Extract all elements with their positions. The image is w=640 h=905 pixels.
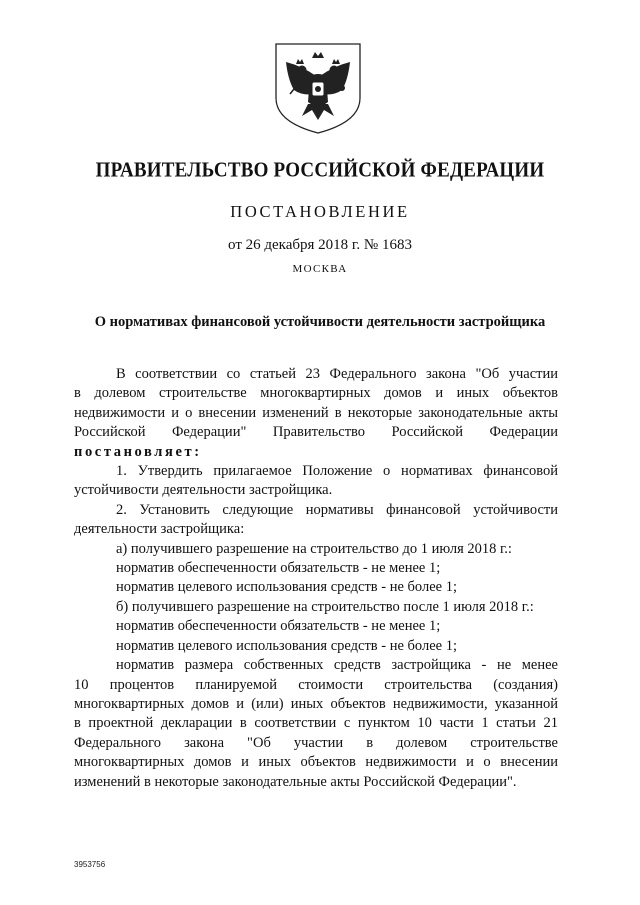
document-internal-number: 3953756 bbox=[74, 860, 106, 869]
item-2-paragraph bbox=[74, 501, 558, 540]
norm-b-3-line: 10 процентов планируемой стоимости строительства (создания) bbox=[74, 676, 558, 693]
intro-line: в долевом строительстве многоквартирных домов и иных объектов bbox=[74, 385, 558, 402]
document-type: ПОСТАНОВЛЕНИЕ bbox=[230, 202, 410, 221]
intro-line: Российской Федерации" Правительство Российской Федерации bbox=[74, 424, 558, 441]
norm-b-1: норматив обеспеченности обязательств - не менее 1; bbox=[116, 618, 441, 635]
item-1-paragraph bbox=[74, 462, 558, 501]
sub-item-b: б) получившего разрешение на строительство после 1 июля 2018 г.: bbox=[116, 598, 534, 615]
norm-b-3-line: Федерального закона "Об участии в долевом строительстве bbox=[74, 734, 558, 751]
coat-of-arms-icon bbox=[272, 40, 364, 136]
norm-b-3-line: многоквартирных домов и иных объектов недвижимости и о внесении bbox=[74, 754, 558, 771]
document-city: МОСКВА bbox=[292, 263, 348, 275]
norm-b-3-line: норматив размера собственных средств застройщика - не менее bbox=[116, 657, 558, 674]
document-title: О нормативах финансовой устойчивости деятельности застройщика bbox=[94, 314, 546, 330]
government-name: ПРАВИТЕЛЬСТВО РОССИЙСКОЙ ФЕДЕРАЦИИ bbox=[95, 158, 545, 182]
document-body bbox=[74, 365, 558, 792]
sub-item-a: а) получившего разрешение на строительство до 1 июля 2018 г.: bbox=[116, 540, 512, 557]
norm-a-1: норматив обеспеченности обязательств - не менее 1; bbox=[116, 560, 441, 577]
norm-b-3-paragraph bbox=[74, 656, 558, 792]
item-2-line: деятельности застройщика: bbox=[74, 521, 245, 538]
item-2-line: 2. Установить следующие нормативы финансовой устойчивости bbox=[116, 501, 558, 518]
norm-b-3-line: многоквартирных домов и (или) иных объектов недвижимости, указанной bbox=[74, 695, 558, 712]
intro-paragraph bbox=[74, 365, 558, 462]
intro-line: недвижимости и о внесении изменений в некоторые законодательные акты bbox=[74, 404, 558, 421]
intro-line: В соответствии со статьей 23 Федерального закона "Об участии bbox=[116, 366, 558, 382]
item-1-line: устойчивости деятельности застройщика. bbox=[74, 482, 333, 499]
item-1-line: 1. Утвердить прилагаемое Положение о нормативах финансовой bbox=[116, 463, 558, 480]
decree-word: постановляет: bbox=[74, 443, 202, 460]
norm-b-3-line: изменений в некоторые законодательные акты Российской Федерации". bbox=[74, 773, 517, 790]
document-date-number: от 26 декабря 2018 г. № 1683 bbox=[228, 237, 412, 253]
norm-a-2: норматив целевого использования средств - не более 1; bbox=[116, 579, 458, 596]
norm-b-3-line: в проектной декларации в соответствии с пунктом 10 части 1 статьи 21 bbox=[74, 715, 558, 732]
norm-b-2: норматив целевого использования средств - не более 1; bbox=[116, 637, 458, 654]
